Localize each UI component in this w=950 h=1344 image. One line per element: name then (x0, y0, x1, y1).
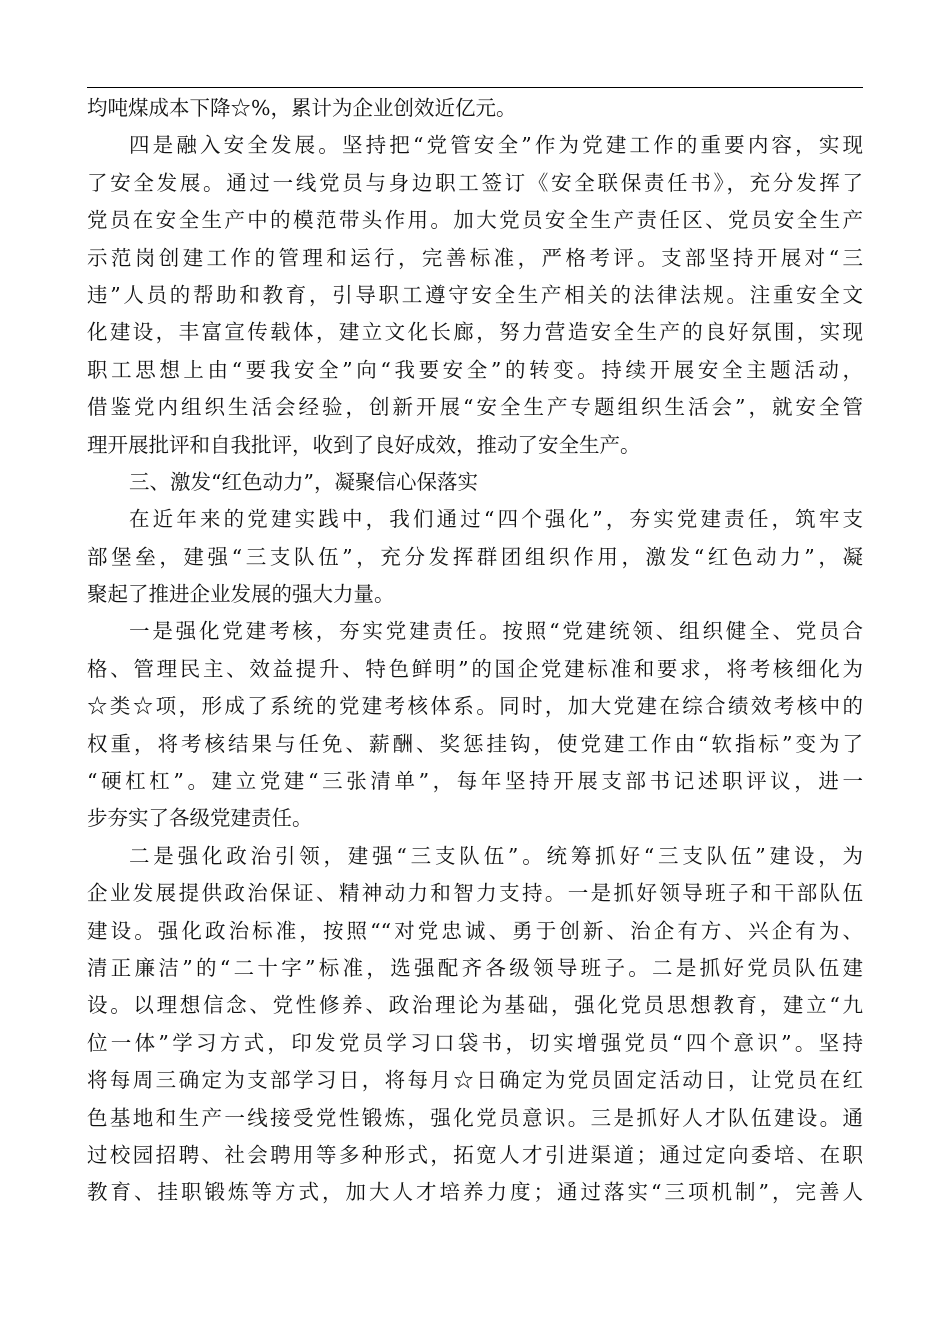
text-line: 均吨煤成本下降☆%，累计为企业创效近亿元。 (87, 96, 517, 120)
document-body (87, 90, 863, 1212)
text-line: 过校园招聘、社会聘用等多种形式，拓宽人才引进渠道；通过定向委培、在职 (87, 1142, 863, 1167)
text-line: 二是强化政治引领，建强“三支队伍”。统筹抓好“三支队伍”建设，为 (129, 843, 863, 868)
text-line: 党员在安全生产中的模范带头作用。加大党员安全生产责任区、党员安全生产 (87, 208, 863, 233)
text-line: 四是融入安全发展。坚持把“党管安全”作为党建工作的重要内容，实现 (129, 133, 863, 158)
text-line: 示范岗创建工作的管理和运行，完善标准，严格考评。支部坚持开展对“三 (87, 245, 863, 270)
text-line: 违”人员的帮助和教育，引导职工遵守安全生产相关的法律法规。注重安全文 (87, 282, 863, 307)
text-line: 聚起了推进企业发展的强大力量。 (87, 582, 395, 607)
text-line: 职工思想上由“要我安全”向“我要安全”的转变。持续开展安全主题活动， (87, 357, 863, 382)
text-line: 建设。强化政治标准，按照““对党忠诚、勇于创新、治企有方、兴企有为、 (87, 918, 863, 943)
text-line: 三、激发“红色动力”，凝聚信心保落实 (129, 469, 478, 494)
text-line: 教育、挂职锻炼等方式，加大人才培养力度；通过落实“三项机制”，完善人 (87, 1180, 863, 1205)
text-line: 将每周三确定为支部学习日，将每月☆日确定为党员固定活动日，让党员在红 (87, 1068, 863, 1093)
text-line: 清正廉洁”的“二十字”标准，选强配齐各级领导班子。二是抓好党员队伍建 (87, 955, 863, 980)
text-line: 一是强化党建考核，夯实党建责任。按照“党建统领、组织健全、党员合 (129, 619, 863, 644)
text-line: 借鉴党内组织生活会经验，创新开展“安全生产专题组织生活会”，就安全管 (87, 395, 863, 420)
text-line: 步夯实了各级党建责任。 (87, 806, 313, 831)
text-line: 了安全发展。通过一线党员与身边职工签订《安全联保责任书》，充分发挥了 (87, 170, 863, 195)
text-line: 权重，将考核结果与任免、薪酬、奖惩挂钩，使党建工作由“软指标”变为了 (87, 731, 863, 756)
text-line: 在近年来的党建实践中，我们通过“四个强化”，夯实党建责任，筑牢支 (129, 507, 863, 532)
text-line: “硬杠杠”。建立党建“三张清单”，每年坚持开展支部书记述职评议，进一 (87, 769, 863, 794)
text-line: 企业发展提供政治保证、精神动力和智力支持。一是抓好领导班子和干部队伍 (87, 881, 863, 906)
text-line: 色基地和生产一线接受党性锻炼，强化党员意识。三是抓好人才队伍建设。通 (87, 1105, 863, 1130)
text-line: 位一体”学习方式，印发党员学习口袋书，切实增强党员“四个意识”。坚持 (87, 1030, 863, 1055)
text-line: ☆类☆项，形成了系统的党建考核体系。同时，加大党建在综合绩效考核中的 (87, 694, 863, 719)
text-line: 化建设，丰富宣传载体，建立文化长廊，努力营造安全生产的良好氛围，实现 (87, 320, 863, 345)
text-line: 部堡垒，建强“三支队伍”，充分发挥群团组织作用，激发“红色动力”，凝 (87, 544, 863, 569)
header-rule (87, 87, 863, 88)
text-line: 设。以理想信念、党性修养、政治理论为基础，强化党员思想教育，建立“九 (87, 993, 863, 1018)
text-line: 格、管理民主、效益提升、特色鲜明”的国企党建标准和要求，将考核细化为 (87, 656, 863, 681)
text-line: 理开展批评和自我批评，收到了良好成效，推动了安全生产。 (87, 432, 641, 457)
